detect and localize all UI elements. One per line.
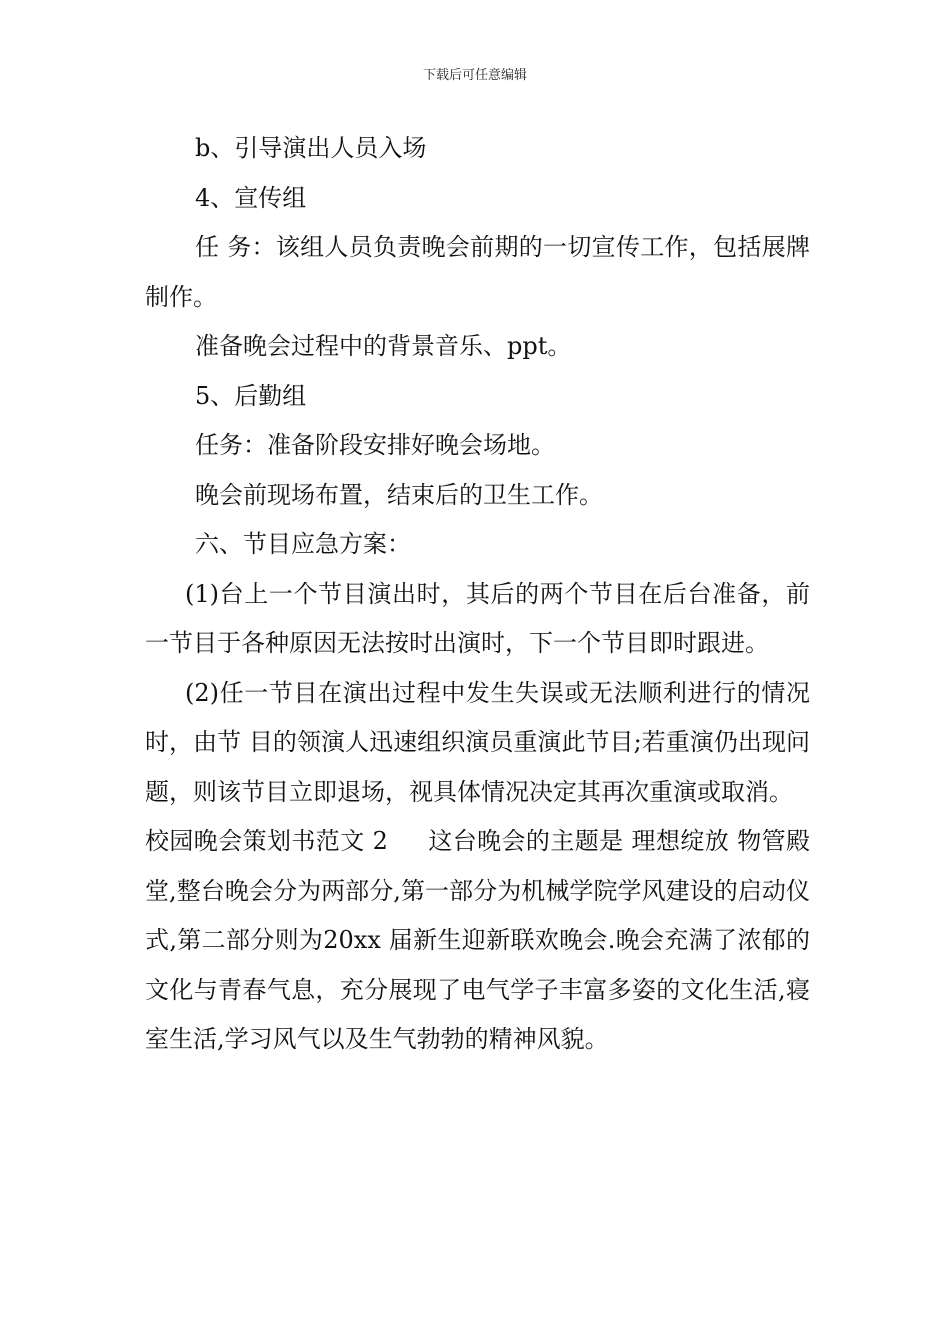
paragraph-guide-performers: b、引导演出人员入场	[195, 134, 427, 162]
heading-publicity-group: 4、宣传组	[195, 183, 307, 212]
document-body	[145, 124, 810, 1065]
paragraph-music-ppt: 准备晚会过程中的背景音乐、ppt。	[195, 332, 572, 360]
page-header: 下载后可任意编辑	[422, 68, 527, 83]
paragraph-logistics-task: 任务：准备阶段安排好晚会场地。	[195, 431, 555, 459]
heading-logistics-group: 5、后勤组	[195, 381, 307, 410]
paragraph-publicity-task: 任 务：该组人员负责晚会前期的一切宣传工作，包括展牌制作。	[145, 233, 810, 311]
heading-emergency-plan: 六、节目应急方案：	[195, 530, 411, 558]
section-2-body: 这台晚会的主题是 理想绽放 物管殿堂,整台晚会分为两部分,第一部分为机械学院学风建设的启动仪式,第二部分则为20xx 届新生迎新联欢晚会.晚会充满了浓郁的文化与青春气息，充分展现了电气学子丰富多姿的文化生活,寝室生活,学习风气以及生气勃勃的精神风貌。	[145, 827, 810, 1053]
section-2-title: 校园晚会策划书范文 2	[145, 827, 388, 855]
paragraph-emergency-item-1: (1)台上一个节目演出时，其后的两个节目在后台准备，前一节目于各种原因无法按时出演时，下一个节目即时跟进。	[145, 579, 810, 657]
paragraph-emergency-item-2: (2)任一节目在演出过程中发生失误或无法顺利进行的情况时，由节 目的领演人迅速组织演员重演此节目;若重演仍出现问题，则该节目立即退场，视具体情况决定其再次重演或取消。	[145, 678, 810, 806]
section-2	[145, 817, 810, 1065]
paragraph-venue-cleanup: 晚会前现场布置，结束后的卫生工作。	[195, 480, 603, 509]
